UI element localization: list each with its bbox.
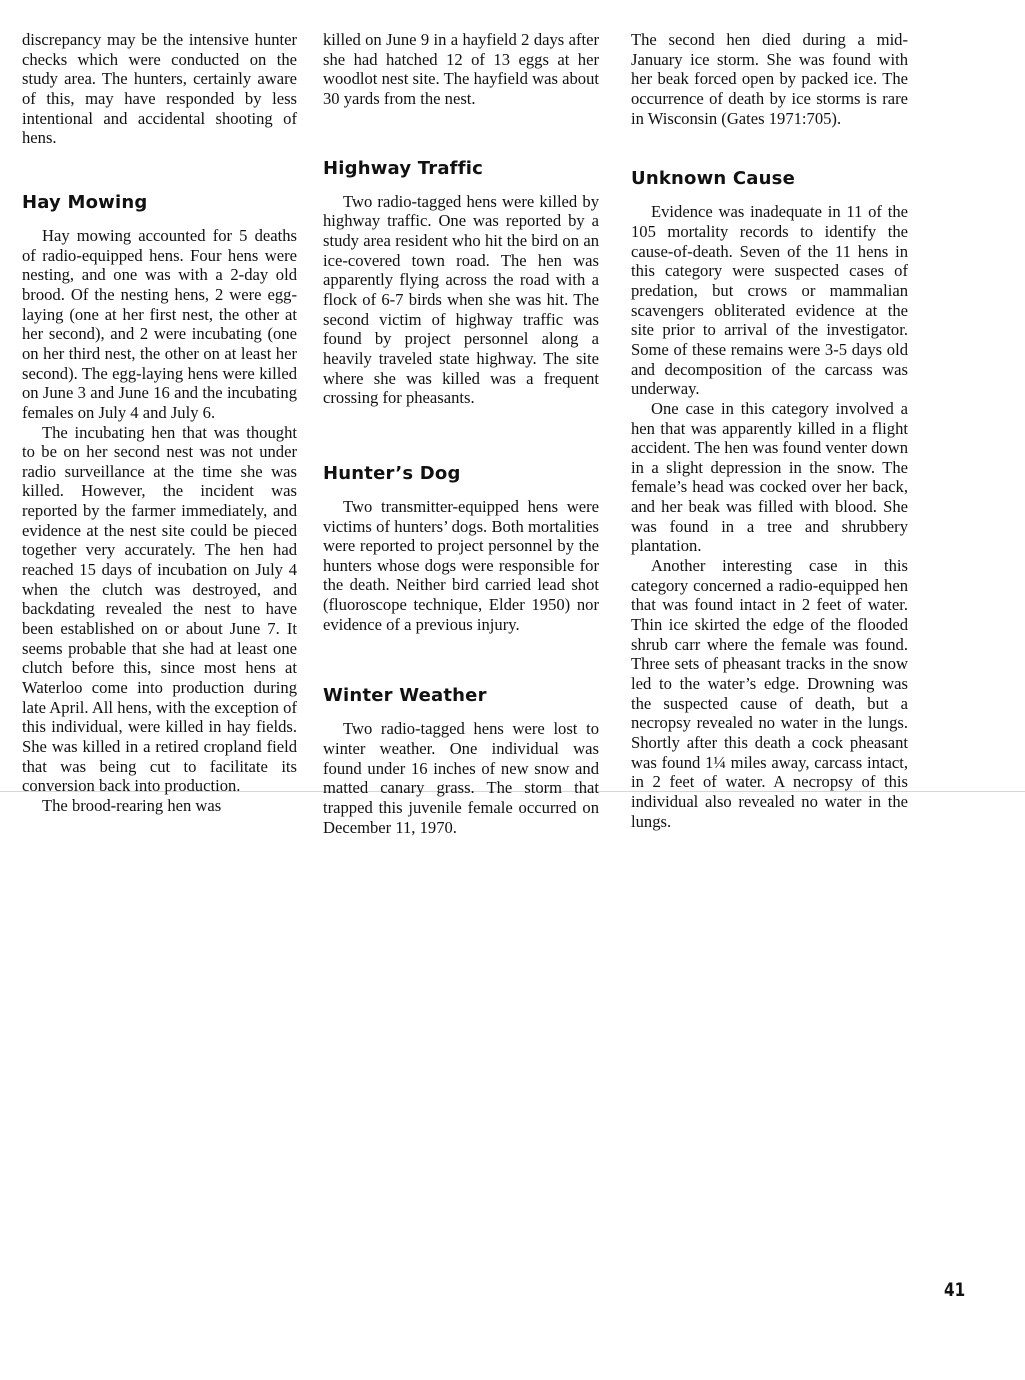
column-2: [323, 30, 599, 837]
paragraph: One case in this category involved a hen that was apparently killed in a flight accident. The hen was found venter down in a slight depression in the snow. The female’s head was cocked over her back, and her beak was filled with blood. She was found in a tree and shrubbery plantation.: [631, 398, 908, 556]
paragraph: Two transmitter-equipped hens were victims of hunters’ dogs. Both mortalities were reported to project personnel by the hunters whose dogs were responsible for the death. Neither bird carried lead shot (fluoroscope technique, Elder 1950) nor evidence of a previous injury.: [323, 496, 599, 634]
paragraph: Two radio-tagged hens were lost to winter weather. One individual was found under 16 inches of new snow and matted canary grass. The storm that trapped this juvenile female occurred on December 11, 1970.: [323, 719, 599, 837]
column-1: [22, 30, 297, 816]
paragraph: The incubating hen that was thought to be on her second nest was not under radio surveillance at the time she was killed. However, the incident was reported by the farmer immediately, and evidence at the nest site could be pieced together very accurately. The hen had reached 15 days of incubation on July 4 when the clutch was destroyed, and backdating revealed the nest to have been established on or about June 7. It seems probable that she had at least one clutch before this, since most hens at Waterloo come into production during late April. All hens, with the exception of this individual, were killed in hay fields. She was killed in a retired cropland field that was being cut to facilitate its conversion back into production.: [22, 422, 297, 796]
column-3: [631, 30, 908, 831]
paragraph: Two radio-tagged hens were killed by highway traffic. One was reported by a study area resident who hit the bird on an ice-covered town road. The hen was apparently flying across the road with a flock of 6-7 birds when she was hit. The second victim of highway traffic was found by project personnel along a heavily traveled state highway. The site where she was killed was a frequent crossing for pheasants.: [323, 191, 599, 408]
paragraph: The second hen died during a mid-January ice storm. She was found with her beak forced open by packed ice. The occurrence of death by ice storms is rare in Wisconsin (Gates 1971:705).: [631, 30, 908, 128]
paragraph: killed on June 9 in a hayfield 2 days after she had hatched 12 of 13 eggs at her woodlot nest site. The hayfield was about 30 yards from the nest.: [323, 30, 599, 108]
section-heading-hay-mowing: Hay Mowing: [22, 191, 148, 213]
section-heading-unknown-cause: Unknown Cause: [631, 168, 795, 190]
paragraph: discrepancy may be the intensive hunter checks which were conducted on the study area. The hunters, certainly aware of this, may have responded by less intentional and accidental shooting of hens.: [22, 30, 297, 148]
paragraph: The brood-rearing hen was: [42, 795, 222, 815]
page-number: 41: [944, 1279, 966, 1301]
paragraph: Hay mowing accounted for 5 deaths of radio-equipped hens. Four hens were nesting, and one was with a 2-day old brood. Of the nesting hens, 2 were egg-laying (one at her first nest, the other at her second), and 2 were incubating (one on her third nest, the other on at least her second). The egg-laying hens were killed on June 3 and June 16 and the incubating females on July 4 and July 6.: [22, 225, 297, 422]
section-heading-hunters-dog: Hunter’s Dog: [323, 462, 461, 484]
paragraph: Evidence was inadequate in 11 of the 105 mortality records to identify the cause-of-death. Seven of the 11 hens in this category were suspected cases of predation, but crows or mammalian scavengers obliterated evidence at the site prior to arrival of the investigator. Some of these remains were 3-5 days old and decomposition of the carcass was underway.: [631, 202, 908, 399]
section-heading-winter-weather: Winter Weather: [323, 685, 487, 707]
paragraph: Another interesting case in this category concerned a radio-equipped hen that was found intact in 2 feet of water. Thin ice skirted the edge of the flooded shrub carr where the female was found. Three sets of pheasant tracks in the snow led to the water’s edge. Drowning was the suspected cause of death, but a necropsy revealed no water in the lungs. Shortly after this death a cock pheasant was found 1¼ miles away, carcass intact, in 2 feet of water. A necropsy of this individual also revealed no water in the lungs.: [631, 556, 908, 831]
section-heading-highway-traffic: Highway Traffic: [323, 157, 483, 179]
